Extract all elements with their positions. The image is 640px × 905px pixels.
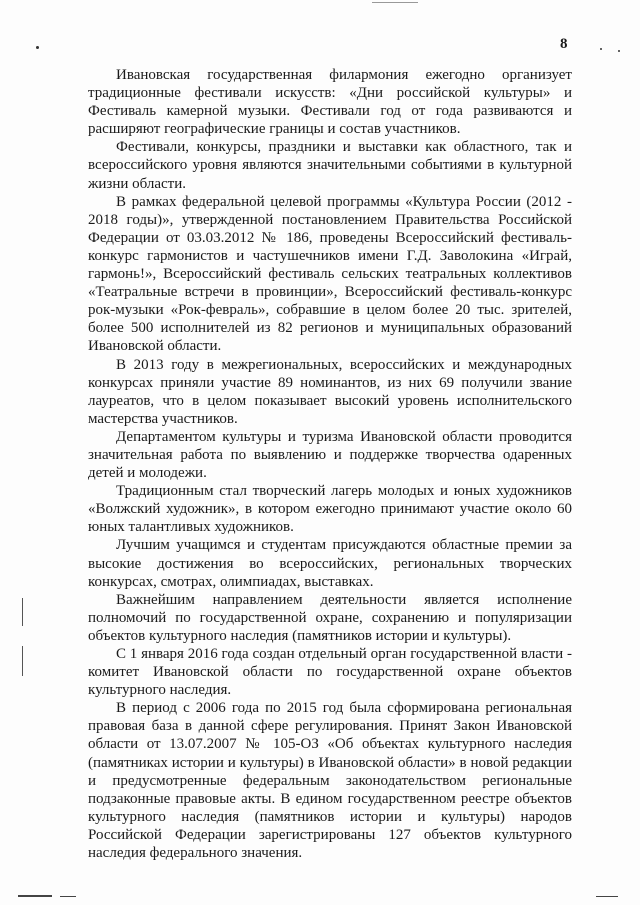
paragraph: В период с 2006 года по 2015 год была сформирована региональная правовая база в данной сфере регулирования. Принят Закон Ивановской области от 13.07.2007 № 105-ОЗ «Об объектах культурного наследия (памятниках истории и культуры) в Ивановской области» в новой редакции и предусмотренные федеральным законодательством региональные подзаконные правовые акты. В едином государственном реестре объектов культурного наследия (памятников истории и культуры) народов Российской Федерации зарегистрированы 127 объектов культурного наследия федерального значения. xyxy=(88,700,572,862)
scan-artifact-top xyxy=(372,2,418,3)
scan-speck xyxy=(618,50,620,52)
document-body xyxy=(88,66,572,862)
paragraph: С 1 января 2016 года создан отдельный орган государственной власти - комитет Ивановской области по государственной охране объектов культурного наследия. xyxy=(88,646,572,699)
paragraph: Лучшим учащимся и студентам присуждаются областные премии за высокие достижения во всероссийских, региональных творческих конкурсах, смотрах, олимпиадах, выставках. xyxy=(88,537,572,590)
scan-artifact-bottom xyxy=(18,895,52,897)
paragraph: Ивановская государственная филармония ежегодно организует традиционные фестивали искусств: «Дни российской культуры» и Фестиваль камерной музыки. Фестивали год от года развиваются и расширяют географические границы и состав участников. xyxy=(88,67,572,138)
scan-artifact-bottom xyxy=(596,896,618,897)
paragraph: Традиционным стал творческий лагерь молодых и юных художников «Волжский художник», в котором ежегодно принимают участие около 60 юных талантливых художников. xyxy=(88,483,572,536)
scan-margin-mark xyxy=(22,646,23,676)
scan-margin-mark xyxy=(22,598,23,626)
scan-speck xyxy=(600,48,602,50)
paragraph: Фестивали, конкурсы, праздники и выставки как областного, так и всероссийского уровня являются значительными событиями в культурной жизни области. xyxy=(88,139,572,192)
scan-speck xyxy=(36,46,39,49)
page-number: 8 xyxy=(560,36,568,52)
scan-artifact-bottom xyxy=(60,896,76,897)
paragraph: Департаментом культуры и туризма Ивановской области проводится значительная работа по выявлению и поддержке творчества одаренных детей и молодежи. xyxy=(88,428,572,482)
paragraph: В рамках федеральной целевой программы «Культура России (2012 - 2018 годы)», утвержденной постановлением Правительства Российской Федерации от 03.03.2012 № 186, проведены Всероссийский фестиваль-конкурс гармонистов и частушечников имени Г.Д. Заволокина «Играй, гармонь!», Всероссийский фестиваль сельских театральных коллективов «Театральные встречи в провинции», Всероссийский фестиваль-конкурс рок-музыки «Рок-февраль», собравшие в целом более 20 тыс. зрителей, более 500 исполнителей из 82 регионов и муниципальных образований Ивановской области. xyxy=(88,193,572,355)
paragraph: В 2013 году в межрегиональных, всероссийских и международных конкурсах приняли участие 89 номинантов, из них 69 получили звание лауреатов, что в целом показывает высокий уровень исполнительского мастерства участников. xyxy=(88,356,572,427)
paragraph: Важнейшим направлением деятельности является исполнение полномочий по государственной охране, сохранению и популяризации объектов культурного наследия (памятников истории и культуры). xyxy=(88,591,572,644)
